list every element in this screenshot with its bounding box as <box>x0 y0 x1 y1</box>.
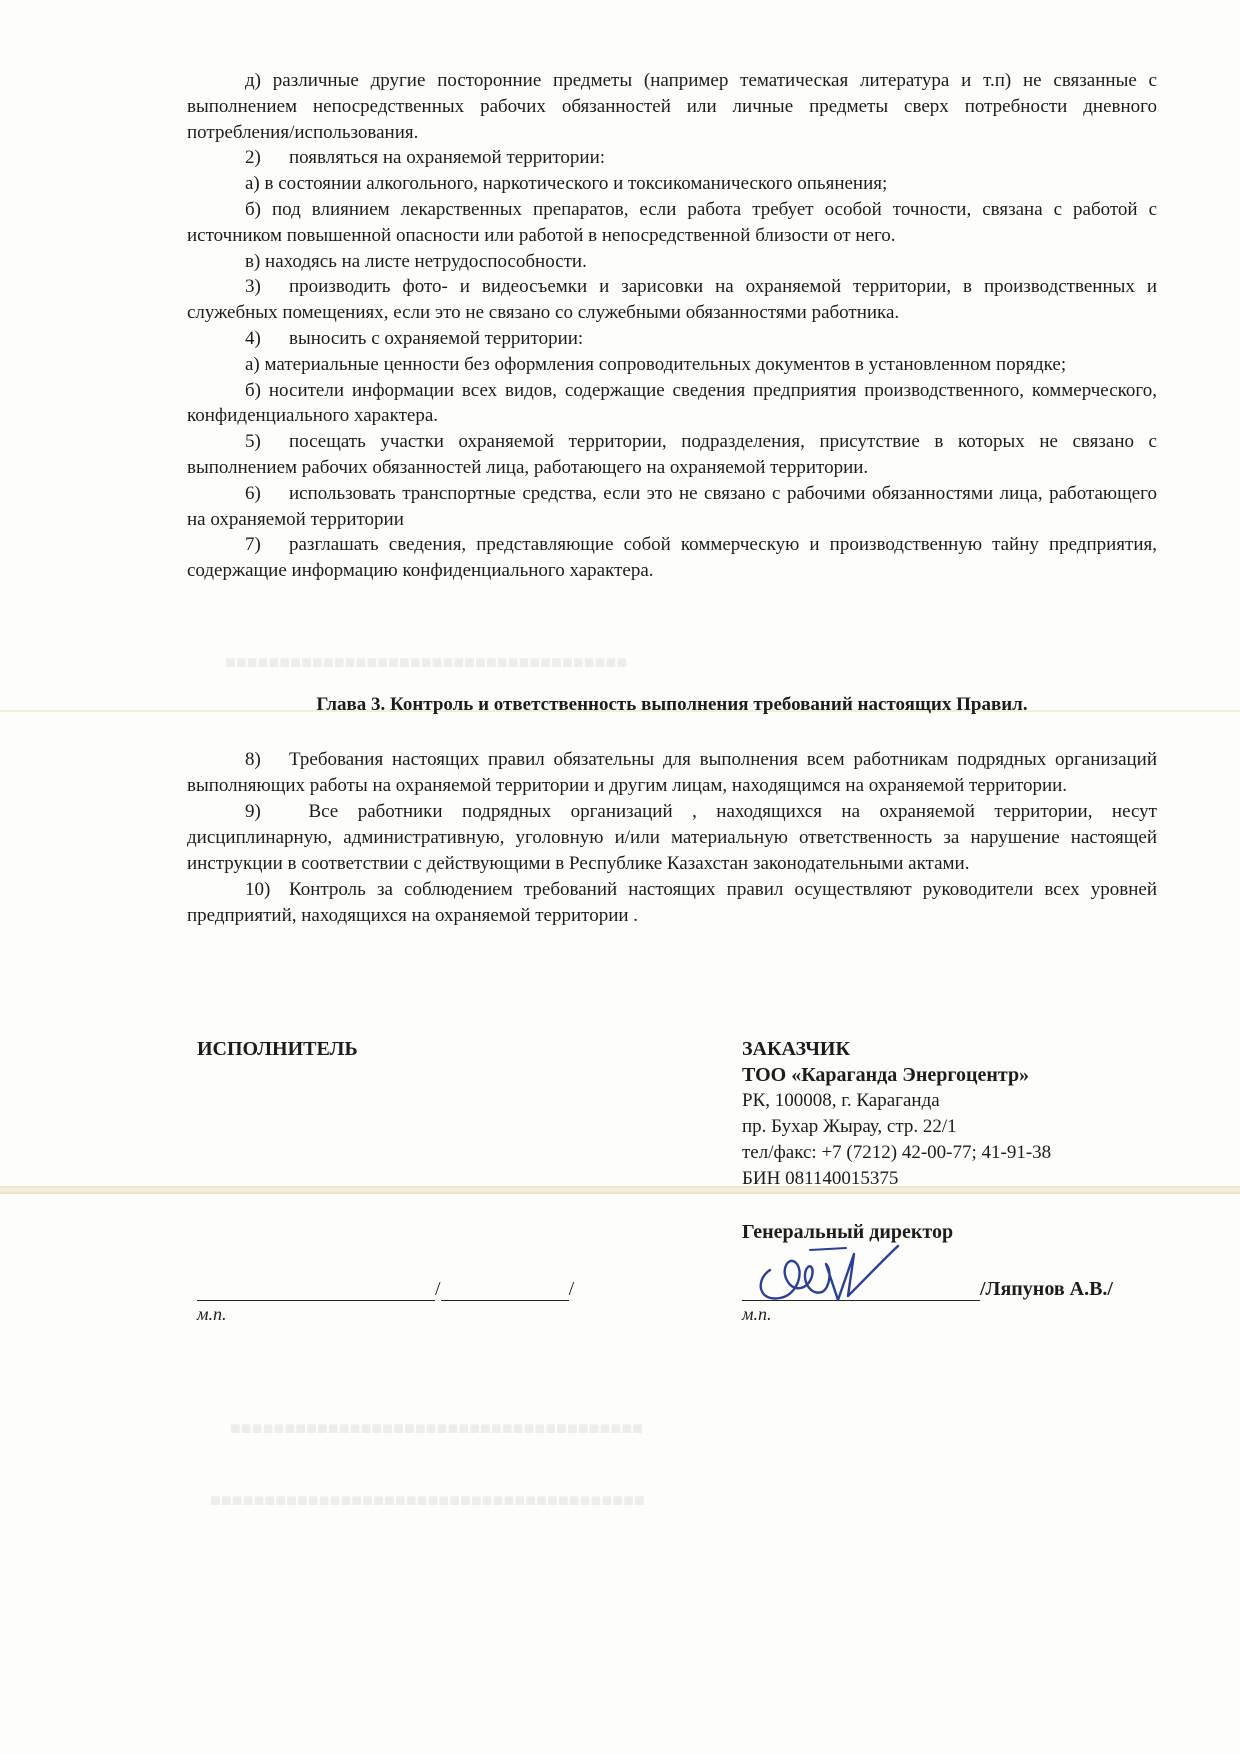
executor-signature-line <box>197 1278 574 1301</box>
list-item: 8) Требования настоящих правил обязательны для выполнения всем работникам подрядных организаций выполняющих работы на охраняемой территории и другим лицам, находящимся на охраняемой территории. <box>187 749 1157 796</box>
list-item: д) различные другие посторонние предметы (например тематическая литература и т.п) не связанные с выполнением непосредственных рабочих обязанностей или личные предметы сверх потребности дневного потребления/использования. <box>187 70 1157 143</box>
show-through: ■■■■■■■■■■■■■■■■■■■■■■■■■■■■■■■■■■■■■■ <box>230 1418 644 1438</box>
show-through: ■■■■■■■■■■■■■■■■■■■■■■■■■■■■■■■■■■■■■ <box>225 652 628 672</box>
customer-address-2: пр. Бухар Жырау, стр. 22/1 <box>742 1116 957 1137</box>
customer-phone: тел/факс: +7 (7212) 42-00-77; 41-91-38 <box>742 1142 1052 1163</box>
restrictions-list <box>187 68 1157 584</box>
customer-heading: ЗАКАЗЧИК <box>742 1038 850 1060</box>
list-item: 5) посещать участки охраняемой территории, подразделения, присутствие в которых не связано с выполнением рабочих обязанностей лица, работающего на охраняемой территории. <box>187 431 1157 478</box>
executor-heading: ИСПОЛНИТЕЛЬ <box>197 1038 358 1060</box>
list-item: 7) разглашать сведения, представляющие собой коммерческую и производственную тайну предприятия, содержащие информацию конфиденциального характера. <box>187 534 1157 582</box>
list-item: 4) выносить с охраняемой территории: <box>245 327 584 349</box>
list-item: а) материальные ценности без оформления сопроводительных документов в установленном порядке; <box>245 353 1067 375</box>
list-item: 2) появляться на охраняемой территории: <box>245 147 606 169</box>
slash: / <box>568 1278 575 1300</box>
list-item: а) в состоянии алкогольного, наркотического и токсикоманического опьянения; <box>245 173 888 195</box>
list-item: б) под влиянием лекарственных препаратов, если работа требует особой точности, связана с работой с источником повышенной опасности или работой в непосредственной близости от него. <box>187 198 1157 246</box>
list-item: 6) использовать транспортные средства, если это не связано с рабочими обязанностями лица, работающего на охраняемой территории <box>187 482 1157 530</box>
executor-stamp-place: м.п. <box>197 1304 227 1324</box>
paper-fold-line <box>0 1186 1240 1194</box>
customer-org: ТОО «Караганда Энергоцентр» <box>742 1064 1030 1086</box>
signer-name: /Ляпунов А.В./ <box>980 1278 1113 1300</box>
slash: / <box>435 1278 441 1300</box>
customer-stamp-place: м.п. <box>742 1304 772 1324</box>
customer-bin: БИН 081140015375 <box>742 1168 899 1189</box>
list-item: 9) Все работники подрядных организаций , находящихся на охраняемой территории, несут дисциплинарную, административную, уголовную и/или материальную ответственность за нарушение настоящей инструкции в соответствии с действующими в Республике Казахстан законодательными актами. <box>187 801 1157 874</box>
list-item: 10) Контроль за соблюдением требований настоящих правил осуществляют руководители всех уровней предприятий, находящихся на охраняемой территории . <box>187 879 1157 926</box>
signature-blank <box>197 1280 435 1301</box>
customer-address-1: РК, 100008, г. Караганда <box>742 1090 940 1111</box>
handwritten-signature <box>750 1240 900 1312</box>
chapter-title: Глава 3. Контроль и ответственность выполнения требований настоящих Правил. <box>316 694 1028 715</box>
chapter-rules <box>187 747 1157 929</box>
show-through: ■■■■■■■■■■■■■■■■■■■■■■■■■■■■■■■■■■■■■■■■ <box>210 1490 645 1510</box>
list-item: б) носители информации всех видов, содержащие сведения предприятия производственного, коммерческого, конфиденциального характера. <box>187 379 1157 427</box>
name-blank <box>441 1280 569 1301</box>
list-item: в) находясь на листе нетрудоспособности. <box>245 250 587 272</box>
list-item: 3) производить фото- и видеосъемки и зарисовки на охраняемой территории, в производственных и служебных помещениях, если это не связано со служебными обязанностями работника. <box>187 276 1157 324</box>
director-position: Генеральный директор <box>742 1221 954 1243</box>
customer-details <box>742 1036 1051 1192</box>
